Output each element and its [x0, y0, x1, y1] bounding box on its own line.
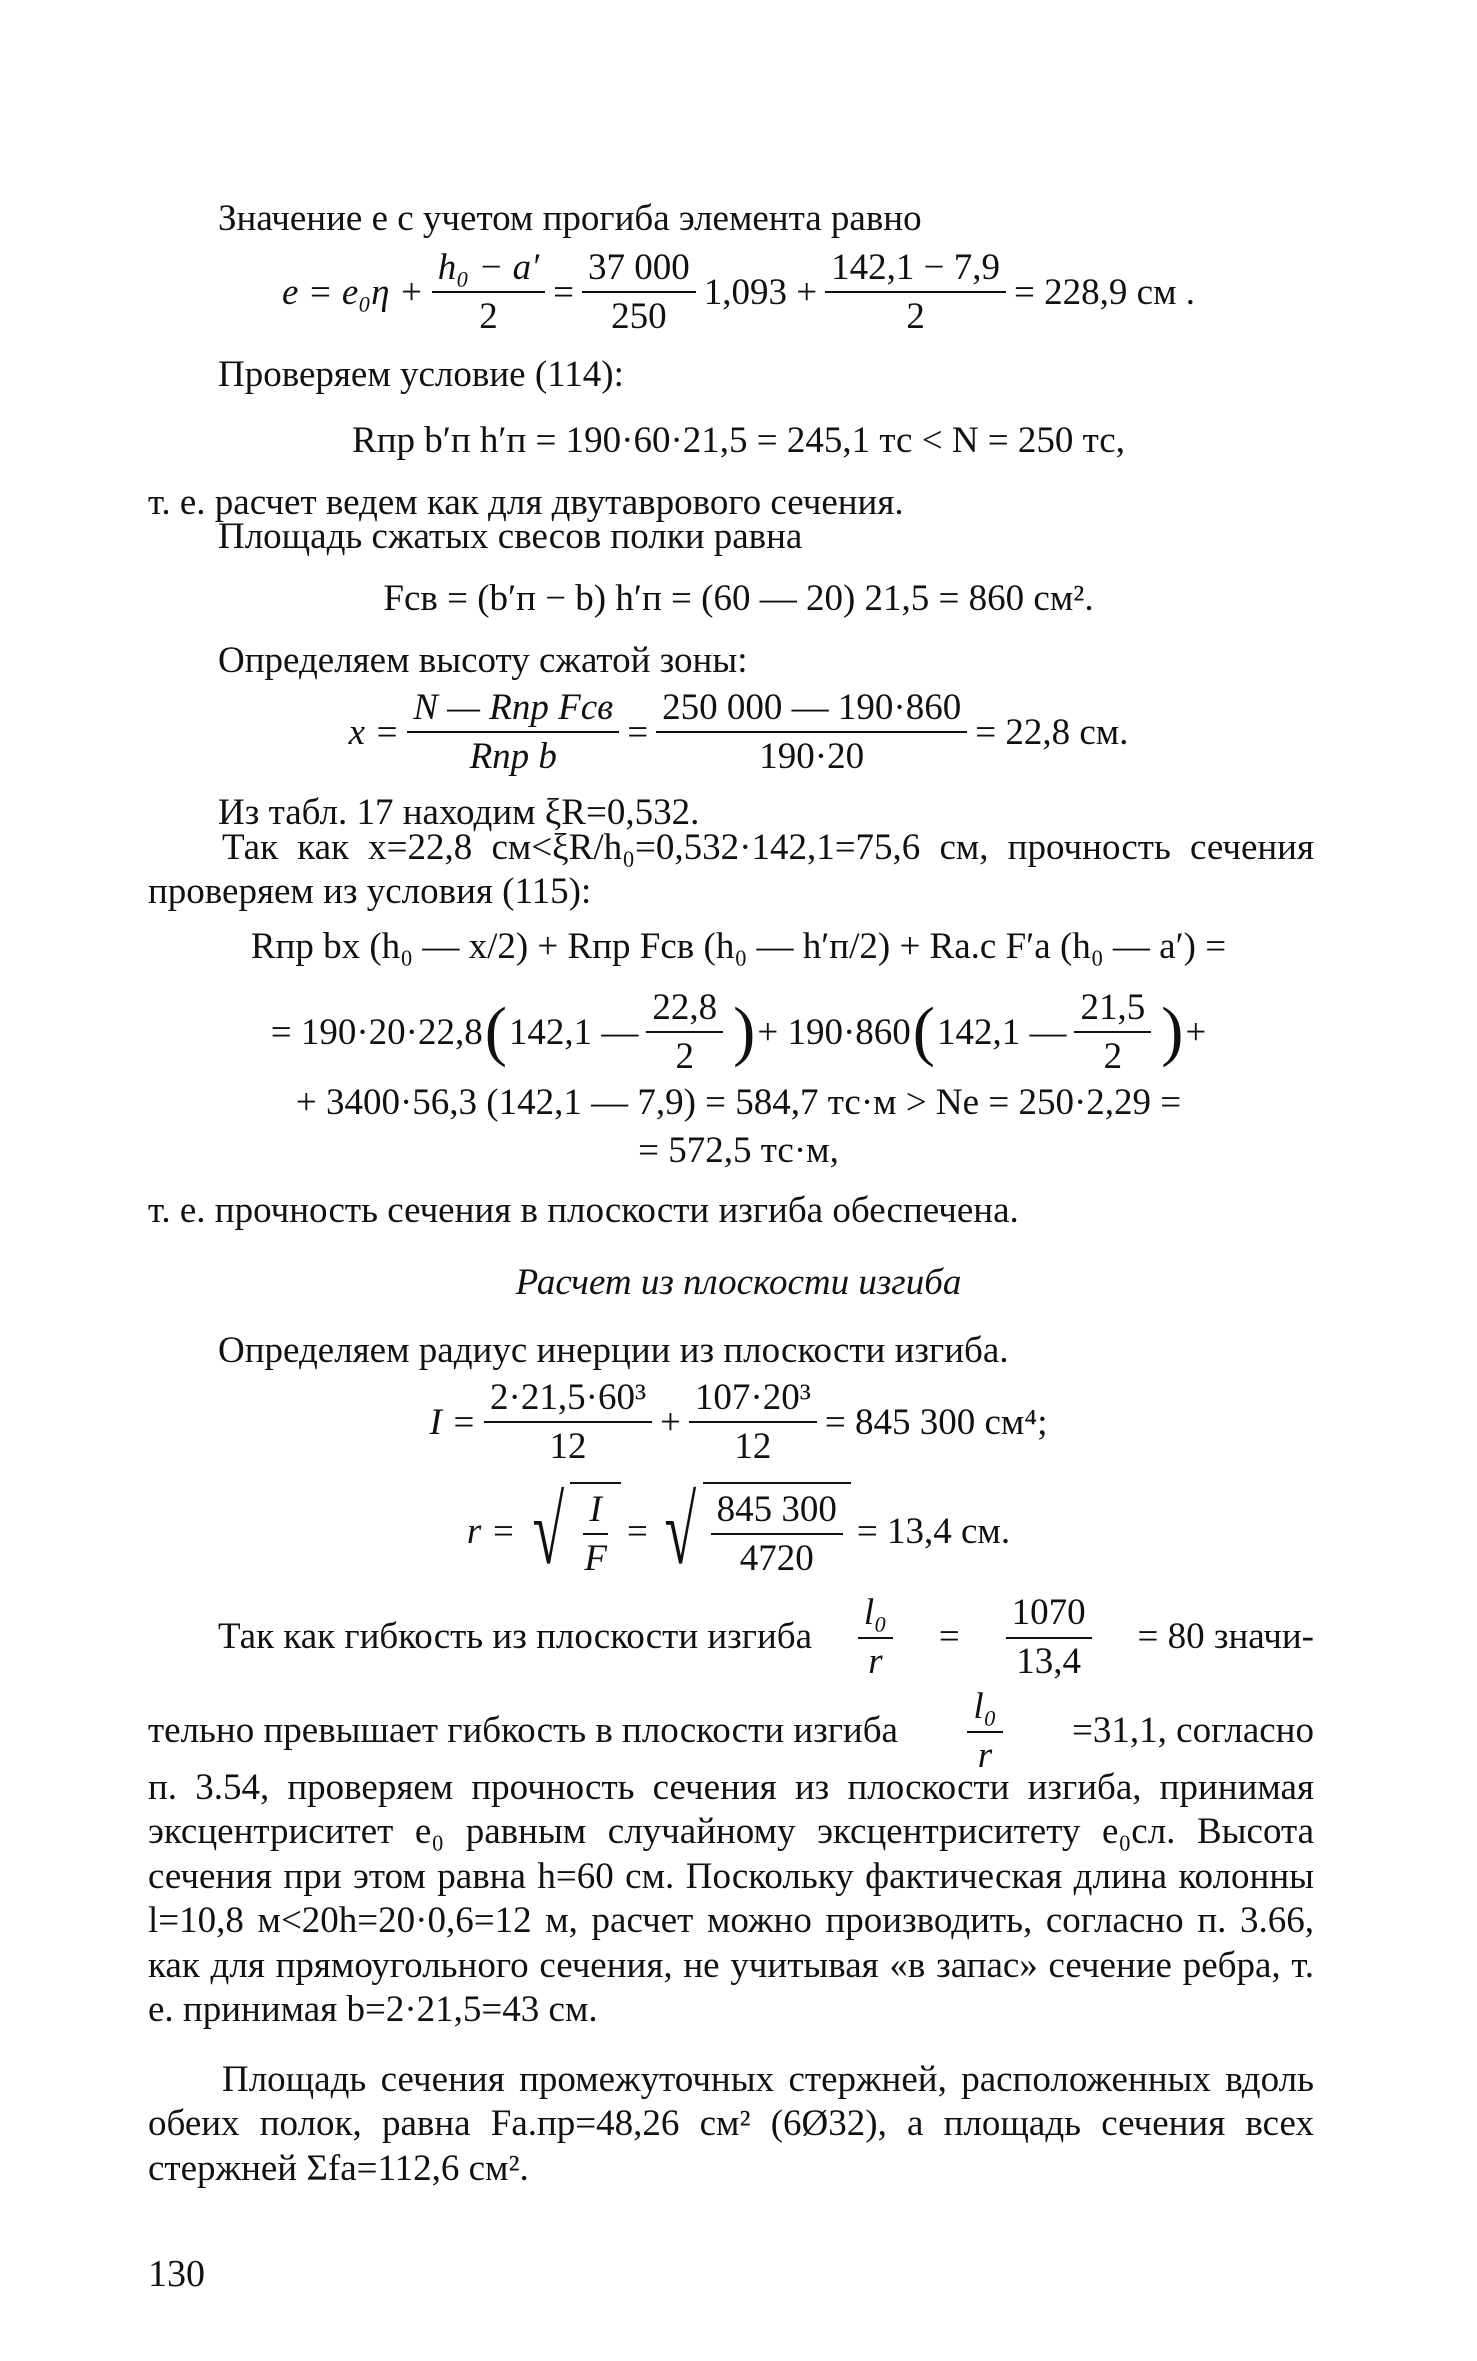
eq7-fraction-1	[578, 1488, 613, 1580]
p10-post: = 80 значи-	[1137, 1616, 1314, 1658]
eq7-f2-num: 845 300	[711, 1488, 843, 1535]
eq6-f2-num: 107·20³	[689, 1376, 817, 1423]
eq5b-fa-num: 22,8	[646, 986, 723, 1033]
eq4-f2-den: 190·20	[759, 736, 865, 777]
eq5b-fa-den: 2	[675, 1036, 695, 1077]
p11-fraction	[967, 1686, 1002, 1777]
eq1-fraction-2	[582, 246, 696, 338]
paragraph-bars-area: Площадь сечения промежуточных стержней, расположенных вдоль обеих полок, равна Fа.пр=48,26 см² (6Ø32), а площадь сечения всех стержней Σfа=112,6 см².	[148, 2059, 1314, 2189]
equation-I	[0, 1376, 1477, 1468]
eq5b-fraction-a	[646, 986, 723, 1078]
eq7-fraction-2	[711, 1488, 843, 1580]
p10-f1-num: l₀	[858, 1592, 893, 1639]
p11-f-den: r	[977, 1734, 993, 1776]
eq4-f1-num: N — Rпр Fсв	[407, 686, 619, 733]
equation-condition-114: Rпр b′п h′п = 190·60·21,5 = 245,1 тс < N = 250 тс,	[352, 420, 1125, 461]
eq7-rhs: = 13,4 см.	[856, 1510, 1011, 1552]
equation-strength-line-1: Rпр bx (h₀ — x/2) + Rпр Fсв (h₀ — h′п/2) + Rа.с F′а (h₀ — a′) =	[250, 926, 1227, 967]
eq5b-b: 142,1 —	[936, 1011, 1067, 1053]
eq1-f1-num: h₀ − a′	[432, 246, 545, 293]
eq5b-a: 142,1 —	[508, 1011, 639, 1053]
eq1-f3-num: 142,1 − 7,9	[825, 246, 1006, 293]
eq7-f1-den: F	[584, 1538, 607, 1579]
eq4-fraction-2	[656, 686, 967, 778]
eq1-f2-den: 250	[611, 296, 667, 337]
sqrt-icon: √	[532, 1476, 564, 1584]
p10-f2-num: 1070	[1006, 1592, 1092, 1639]
eq5b-mid: + 190·860	[757, 1011, 911, 1053]
eq6-fraction-2	[689, 1376, 817, 1468]
p11-post: =31,1, согласно	[1072, 1710, 1314, 1752]
paragraph-check-condition: Проверяем условие (114):	[218, 354, 624, 395]
eq5b-pre: = 190·20·22,8	[270, 1011, 483, 1053]
eq1-rhs: = 228,9 см .	[1014, 271, 1195, 313]
eq6-plus: +	[660, 1401, 681, 1443]
eq1-fraction-1	[432, 246, 545, 338]
eq4-f1-den: Rпр b	[469, 736, 557, 777]
eq1-f1-den: 2	[479, 296, 498, 337]
page-number: 130	[148, 2253, 205, 2295]
eq1-lhs: e = e₀η +	[281, 271, 424, 313]
paragraph-radius-of-inertia: Определяем радиус инерции из плоскости изгиба.	[218, 1330, 1009, 1371]
equation-strength-line-4: = 572,5 тс·м,	[638, 1130, 839, 1171]
eq5b-paren-open-2: (	[912, 994, 935, 1068]
equation-strength-line-2	[0, 986, 1477, 1078]
paragraph-e-value-intro: Значение e с учетом прогиба элемента равно	[218, 198, 922, 239]
eq5b-fb-num: 21,5	[1074, 986, 1151, 1033]
eq6-lhs: I =	[429, 1401, 477, 1443]
section-heading: Расчет из плоскости изгиба	[515, 1262, 962, 1303]
p10-pre: Так как гибкость из плоскости изгиба	[218, 1616, 813, 1658]
eq5b-paren-open-1: (	[484, 994, 507, 1068]
paragraph-check-out-of-plane: п. 3.54, проверяем прочность сечения из плоскости изгиба, принимая эксцентриситет e₀ равным случайному эксцентриситету e₀сл. Высота сечения при этом равна h=60 см. Поскольку фактическая длина колонны l=10,8 м<20h=20·0,6=12 м, расчет можно производить, согласно п. 3.66, как для прямоугольного сечения, не учитывая «в запас» сечение ребра, т. е. принимая b=2·21,5=43 см.	[148, 1767, 1314, 2030]
paragraph-compressed-zone: Определяем высоту сжатой зоны:	[218, 640, 748, 681]
equation-e	[0, 246, 1477, 338]
eq6-f1-num: 2·21,5·60³	[484, 1376, 652, 1423]
eq6-fraction-1	[484, 1376, 652, 1468]
eq6-rhs: = 845 300 см⁴;	[824, 1401, 1048, 1443]
paragraph-table-17: Из табл. 17 находим ξR=0,532.	[218, 792, 700, 833]
eq6-f1-den: 12	[549, 1426, 587, 1467]
eq5b-fraction-b	[1074, 986, 1151, 1078]
eq5b-paren-close-2: )	[1161, 994, 1184, 1068]
p10-fraction-2	[1006, 1592, 1092, 1683]
p10-equals: =	[938, 1616, 960, 1658]
eq5b-post: +	[1185, 1011, 1207, 1053]
equation-x	[0, 686, 1477, 778]
eq7-radical-1	[522, 1476, 621, 1584]
p11-f-num: l₀	[967, 1686, 1002, 1733]
paragraph-flexibility-2	[148, 1686, 1314, 1777]
eq4-rhs: = 22,8 см.	[975, 711, 1129, 753]
eq4-lhs: x =	[348, 711, 400, 753]
paragraph-overhang-area: Площадь сжатых свесов полки равна	[218, 516, 803, 557]
sqrt-icon: √	[664, 1476, 697, 1584]
eq1-mid: 1,093 +	[703, 271, 818, 313]
eq5b-fb-den: 2	[1103, 1036, 1123, 1077]
eq1-fraction-3	[825, 246, 1006, 338]
eq4-fraction-1	[407, 686, 619, 778]
equation-overhang-area: Fсв = (b′п − b) h′п = (60 — 20) 21,5 = 860 см².	[383, 578, 1094, 619]
eq6-f2-den: 12	[734, 1426, 772, 1467]
paragraph-since-x: Так как x=22,8 см<ξR/h₀=0,532·142,1=75,6 см, прочность сечения проверяем из условия (115):	[148, 827, 1314, 913]
eq7-equals: =	[626, 1510, 648, 1552]
p10-fraction-1	[858, 1592, 893, 1683]
eq1-equals: =	[553, 271, 575, 313]
eq4-equals: =	[627, 711, 649, 753]
equation-strength-line-3: + 3400·56,3 (142,1 — 7,9) = 584,7 тс·м > Ne = 250·2,29 =	[295, 1082, 1182, 1123]
eq7-radical-2	[654, 1476, 851, 1584]
eq4-f2-num: 250 000 — 190·860	[656, 686, 967, 733]
p10-f2-den: 13,4	[1016, 1640, 1081, 1682]
p11-pre: тельно превышает гибкость в плоскости изгиба	[148, 1710, 898, 1752]
eq5b-paren-close-1: )	[733, 994, 756, 1068]
paragraph-ie-double-tee: т. е. расчет ведем как для двутаврового сечения.	[148, 482, 904, 523]
eq1-f2-num: 37 000	[582, 246, 696, 293]
eq7-f1-num: I	[583, 1488, 607, 1535]
eq1-f3-den: 2	[906, 296, 925, 337]
paragraph-flexibility-1	[218, 1592, 1314, 1683]
eq7-lhs: r =	[466, 1510, 516, 1552]
eq7-f2-den: 4720	[739, 1538, 814, 1579]
p10-f1-den: r	[868, 1640, 883, 1682]
equation-r	[0, 1476, 1477, 1584]
paragraph-strength-ensured: т. е. прочность сечения в плоскости изгиба обеспечена.	[148, 1190, 1019, 1231]
